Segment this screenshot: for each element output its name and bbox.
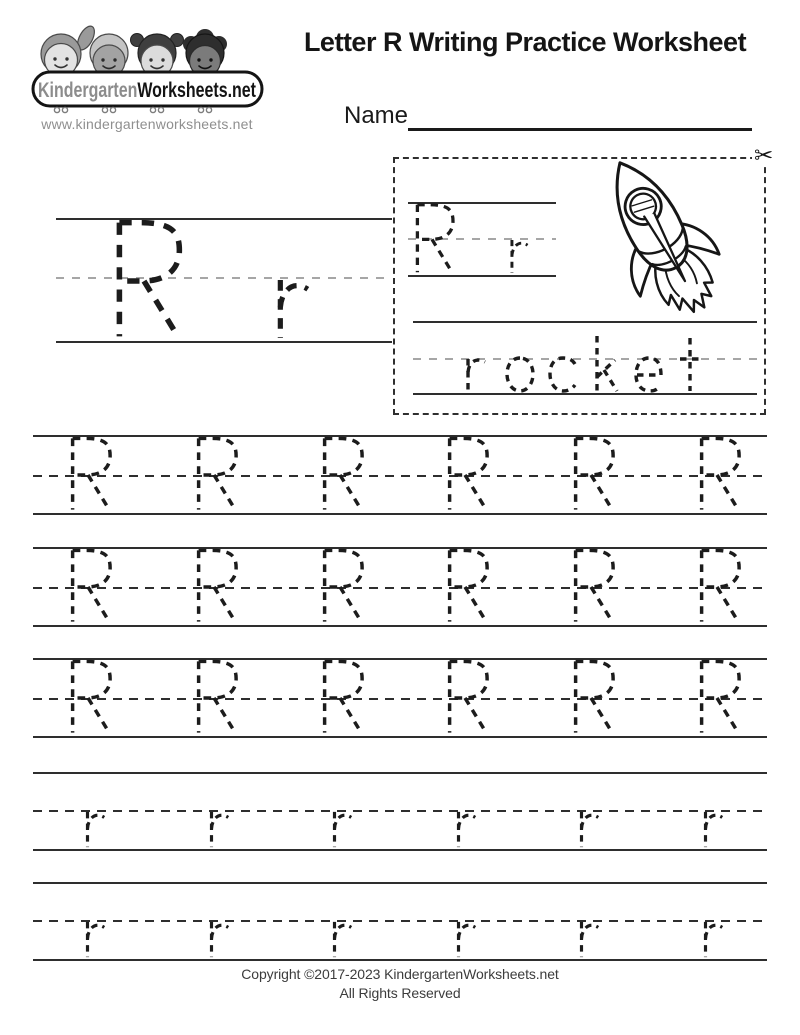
- writing-line-mid: [33, 698, 767, 700]
- trace-letter-r: [204, 920, 232, 959]
- trace-letter-R: [692, 658, 742, 736]
- trace-letter-R: [315, 435, 365, 513]
- writing-line-top: [33, 658, 767, 660]
- writing-line-top: [33, 772, 767, 774]
- trace-letter-r: [80, 920, 108, 959]
- name-line: [408, 128, 752, 131]
- writing-line-bottom: [33, 513, 767, 515]
- footer-copyright: Copyright ©2017-2023 KindergartenWorksheets.net: [241, 966, 559, 982]
- name-label: Name: [344, 102, 409, 129]
- logo-brand-gray: Kindergarten: [38, 79, 169, 102]
- writing-line-bottom: [33, 736, 767, 738]
- logo-kid-boy-curly: [183, 29, 227, 77]
- logo: [25, 18, 294, 118]
- practice-row: [33, 882, 767, 962]
- rocket-illustration: [566, 145, 756, 335]
- trace-letter-R: [315, 547, 365, 625]
- trace-letter-R: [440, 435, 490, 513]
- word-letter-k: [589, 331, 623, 393]
- writing-line-mid: [33, 810, 767, 812]
- scissors-icon: ✂: [754, 142, 774, 168]
- writing-line-mid: [33, 587, 767, 589]
- logo-kid-girl-pigtails: [131, 34, 184, 78]
- footer-rights: All Rights Reserved: [339, 985, 461, 1001]
- trace-letter-R: [189, 435, 239, 513]
- trace-letter-R: [63, 658, 113, 736]
- trace-letter-R: [440, 658, 490, 736]
- page-title: Letter R Writing Practice Worksheet: [303, 27, 747, 57]
- trace-letter-R: [189, 658, 239, 736]
- website-url: www.kindergartenworksheets.net: [41, 116, 253, 132]
- logo-feet: [54, 107, 211, 112]
- writing-line-bottom: [33, 849, 767, 851]
- word-letter-t: [675, 331, 709, 393]
- writing-line-top: [33, 435, 767, 437]
- trace-letter-R: [566, 658, 616, 736]
- trace-letter-R: [315, 658, 365, 736]
- practice-row: [33, 435, 767, 515]
- logo-brand-black: Worksheets.net: [137, 79, 294, 102]
- word-letter-e: [632, 331, 666, 393]
- trace-letter-r: [451, 810, 479, 849]
- logo-brand-text: [38, 79, 294, 102]
- example-letter-R: [102, 218, 186, 341]
- writing-line-bottom: [408, 275, 556, 277]
- trace-letter-R: [566, 547, 616, 625]
- trace-letter-r: [80, 810, 108, 849]
- trace-letter-r: [505, 238, 531, 275]
- trace-letter-R: [440, 547, 490, 625]
- trace-letter-r: [327, 920, 355, 959]
- writing-line-bottom: [33, 625, 767, 627]
- cutout-card: [393, 157, 766, 415]
- writing-line-mid: [33, 475, 767, 477]
- writing-line-bottom: [33, 959, 767, 961]
- trace-letter-r: [327, 810, 355, 849]
- writing-line-bottom: [413, 393, 757, 395]
- practice-row: [33, 772, 767, 852]
- trace-letter-r: [698, 810, 726, 849]
- word-letter-r: [460, 331, 494, 393]
- trace-letter-R: [63, 547, 113, 625]
- trace-letter-r: [698, 920, 726, 959]
- trace-letter-R: [566, 435, 616, 513]
- word-letter-c: [546, 331, 580, 393]
- trace-letter-r: [451, 920, 479, 959]
- writing-line-top: [33, 882, 767, 884]
- trace-letter-R: [692, 435, 742, 513]
- practice-row: [33, 658, 767, 738]
- trace-letter-r: [204, 810, 232, 849]
- trace-letter-R: [408, 202, 456, 275]
- trace-letter-R: [189, 547, 239, 625]
- writing-line-bottom: [56, 341, 392, 343]
- trace-letter-r: [574, 810, 602, 849]
- logo-kid-girl-ponytail: [41, 23, 98, 76]
- writing-line-mid: [33, 920, 767, 922]
- trace-letter-R: [63, 435, 113, 513]
- example-letter-r: [268, 277, 314, 341]
- trace-letter-R: [692, 547, 742, 625]
- word-letter-o: [503, 331, 537, 393]
- trace-letter-r: [574, 920, 602, 959]
- practice-row: [33, 547, 767, 627]
- writing-line-top: [33, 547, 767, 549]
